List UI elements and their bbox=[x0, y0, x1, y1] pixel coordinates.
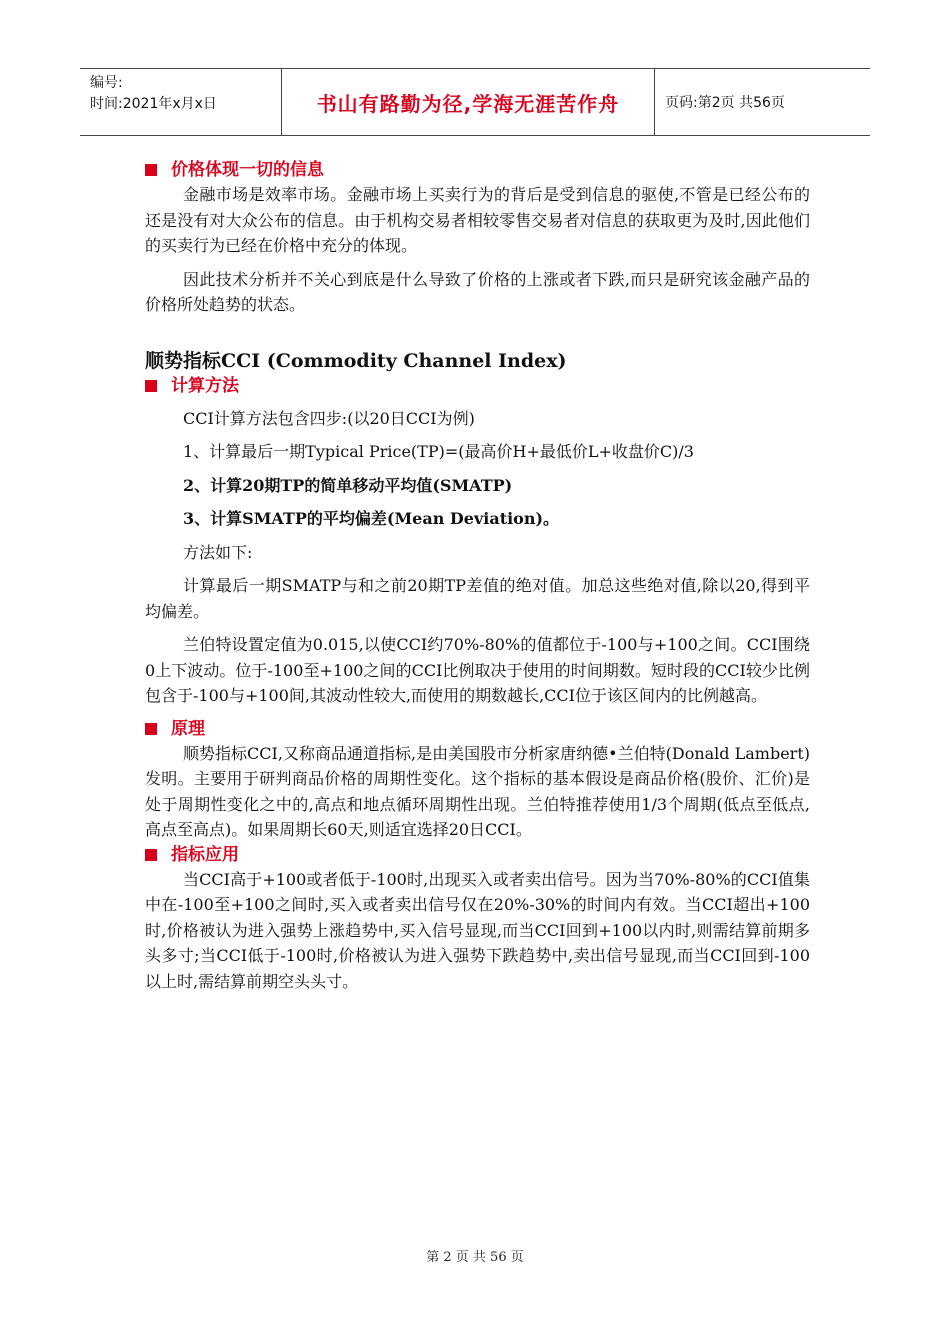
paragraph: CCI计算方法包含四步:(以20日CCI为例) bbox=[183, 408, 475, 428]
square-bullet-icon bbox=[145, 849, 157, 861]
section-heading-calculation bbox=[145, 374, 810, 398]
article-title: 顺势指标CCI (Commodity Channel Index) bbox=[145, 349, 567, 372]
square-bullet-icon bbox=[145, 380, 157, 392]
section-heading-application bbox=[145, 843, 810, 867]
section-heading-text: 价格体现一切的信息 bbox=[171, 160, 324, 180]
section-heading-text: 原理 bbox=[171, 718, 205, 739]
document-date: 时间:2021年x月x日 bbox=[90, 96, 217, 112]
header-meta bbox=[80, 69, 282, 135]
section-heading-text: 计算方法 bbox=[171, 375, 239, 396]
paragraph: 兰伯特设置定值为0.015,以使CCI约70%-80%的值都位于-100与+100之间。CCI围绕0上下波动。位于-100至+100之间的CCI比例取决于使用的时间期数。短时段的CCI较少比例包含于-100与+100间,其波动性较大,而使用的期数越长,CCI位于该区间内的比例越高。 bbox=[145, 635, 810, 705]
header-motto: 书山有路勤为径,学海无涯苦作舟 bbox=[282, 69, 655, 135]
paragraph: 计算最后一期SMATP与和之前20期TP差值的绝对值。加总这些绝对值,除以20,得到平均偏差。 bbox=[145, 576, 810, 621]
header-page-number: 页码:第2页 共56页 bbox=[665, 95, 785, 111]
paragraph: 顺势指标CCI,又称商品通道指标,是由美国股市分析家唐纳德•兰伯特(Donald Lambert)发明。主要用于研判商品价格的周期性变化。这个指标的基本假设是商品价格(股价、汇价)是处于周期性变化之中的,高点和地点循环周期性出现。兰伯特推荐使用1/3个周期(低点至低点,高点至高点)。如果周期长60天,则适宜选择20日CCI。 bbox=[145, 743, 810, 839]
paragraph: 当CCI高于+100或者低于-100时,出现买入或者卖出信号。因为当70%-80%的CCI值集中在-100至+100之间时,买入或者卖出信号仅在20%-30%的时间内有效。当CCI超出+100时,价格被认为进入强势上涨趋势中,买入信号显现,而当CCI回到+100以内时,则需结算前期多头多寸;当CCI低于-100时,价格被认为进入强势下跌趋势中,卖出信号显现,而当CCI回到-100以上时,需结算前期空头头寸。 bbox=[145, 869, 810, 991]
document-body bbox=[145, 158, 810, 994]
section-heading-principle bbox=[145, 717, 810, 741]
page-footer: 第 2 页 共 56 页 bbox=[426, 1250, 524, 1265]
paragraph: 因此技术分析并不关心到底是什么导致了价格的上涨或者下跌,而只是研究该金融产品的价格所处趋势的状态。 bbox=[145, 269, 810, 314]
square-bullet-icon bbox=[145, 723, 157, 735]
paragraph: 1、计算最后一期Typical Price(TP)=(最高价H+最低价L+收盘价C)/3 bbox=[183, 442, 694, 461]
paragraph: 方法如下: bbox=[183, 542, 253, 562]
square-bullet-icon bbox=[145, 164, 157, 176]
paragraph: 金融市场是效率市场。金融市场上买卖行为的背后是受到信息的驱使,不管是已经公布的还是没有对大众公布的信息。由于机构交易者相较零售交易者对信息的获取更为及时,因此他们的买卖行为已经在价格中充分的体现。 bbox=[145, 185, 810, 255]
paragraph: 2、计算20期TP的简单移动平均值(SMATP) bbox=[183, 475, 513, 495]
page-header bbox=[80, 68, 870, 136]
section-heading-text: 指标应用 bbox=[171, 844, 239, 865]
document-number: 编号: bbox=[90, 75, 123, 91]
paragraph: 3、计算SMATP的平均偏差(Mean Deviation)。 bbox=[183, 509, 560, 528]
section-heading-info bbox=[145, 158, 810, 182]
